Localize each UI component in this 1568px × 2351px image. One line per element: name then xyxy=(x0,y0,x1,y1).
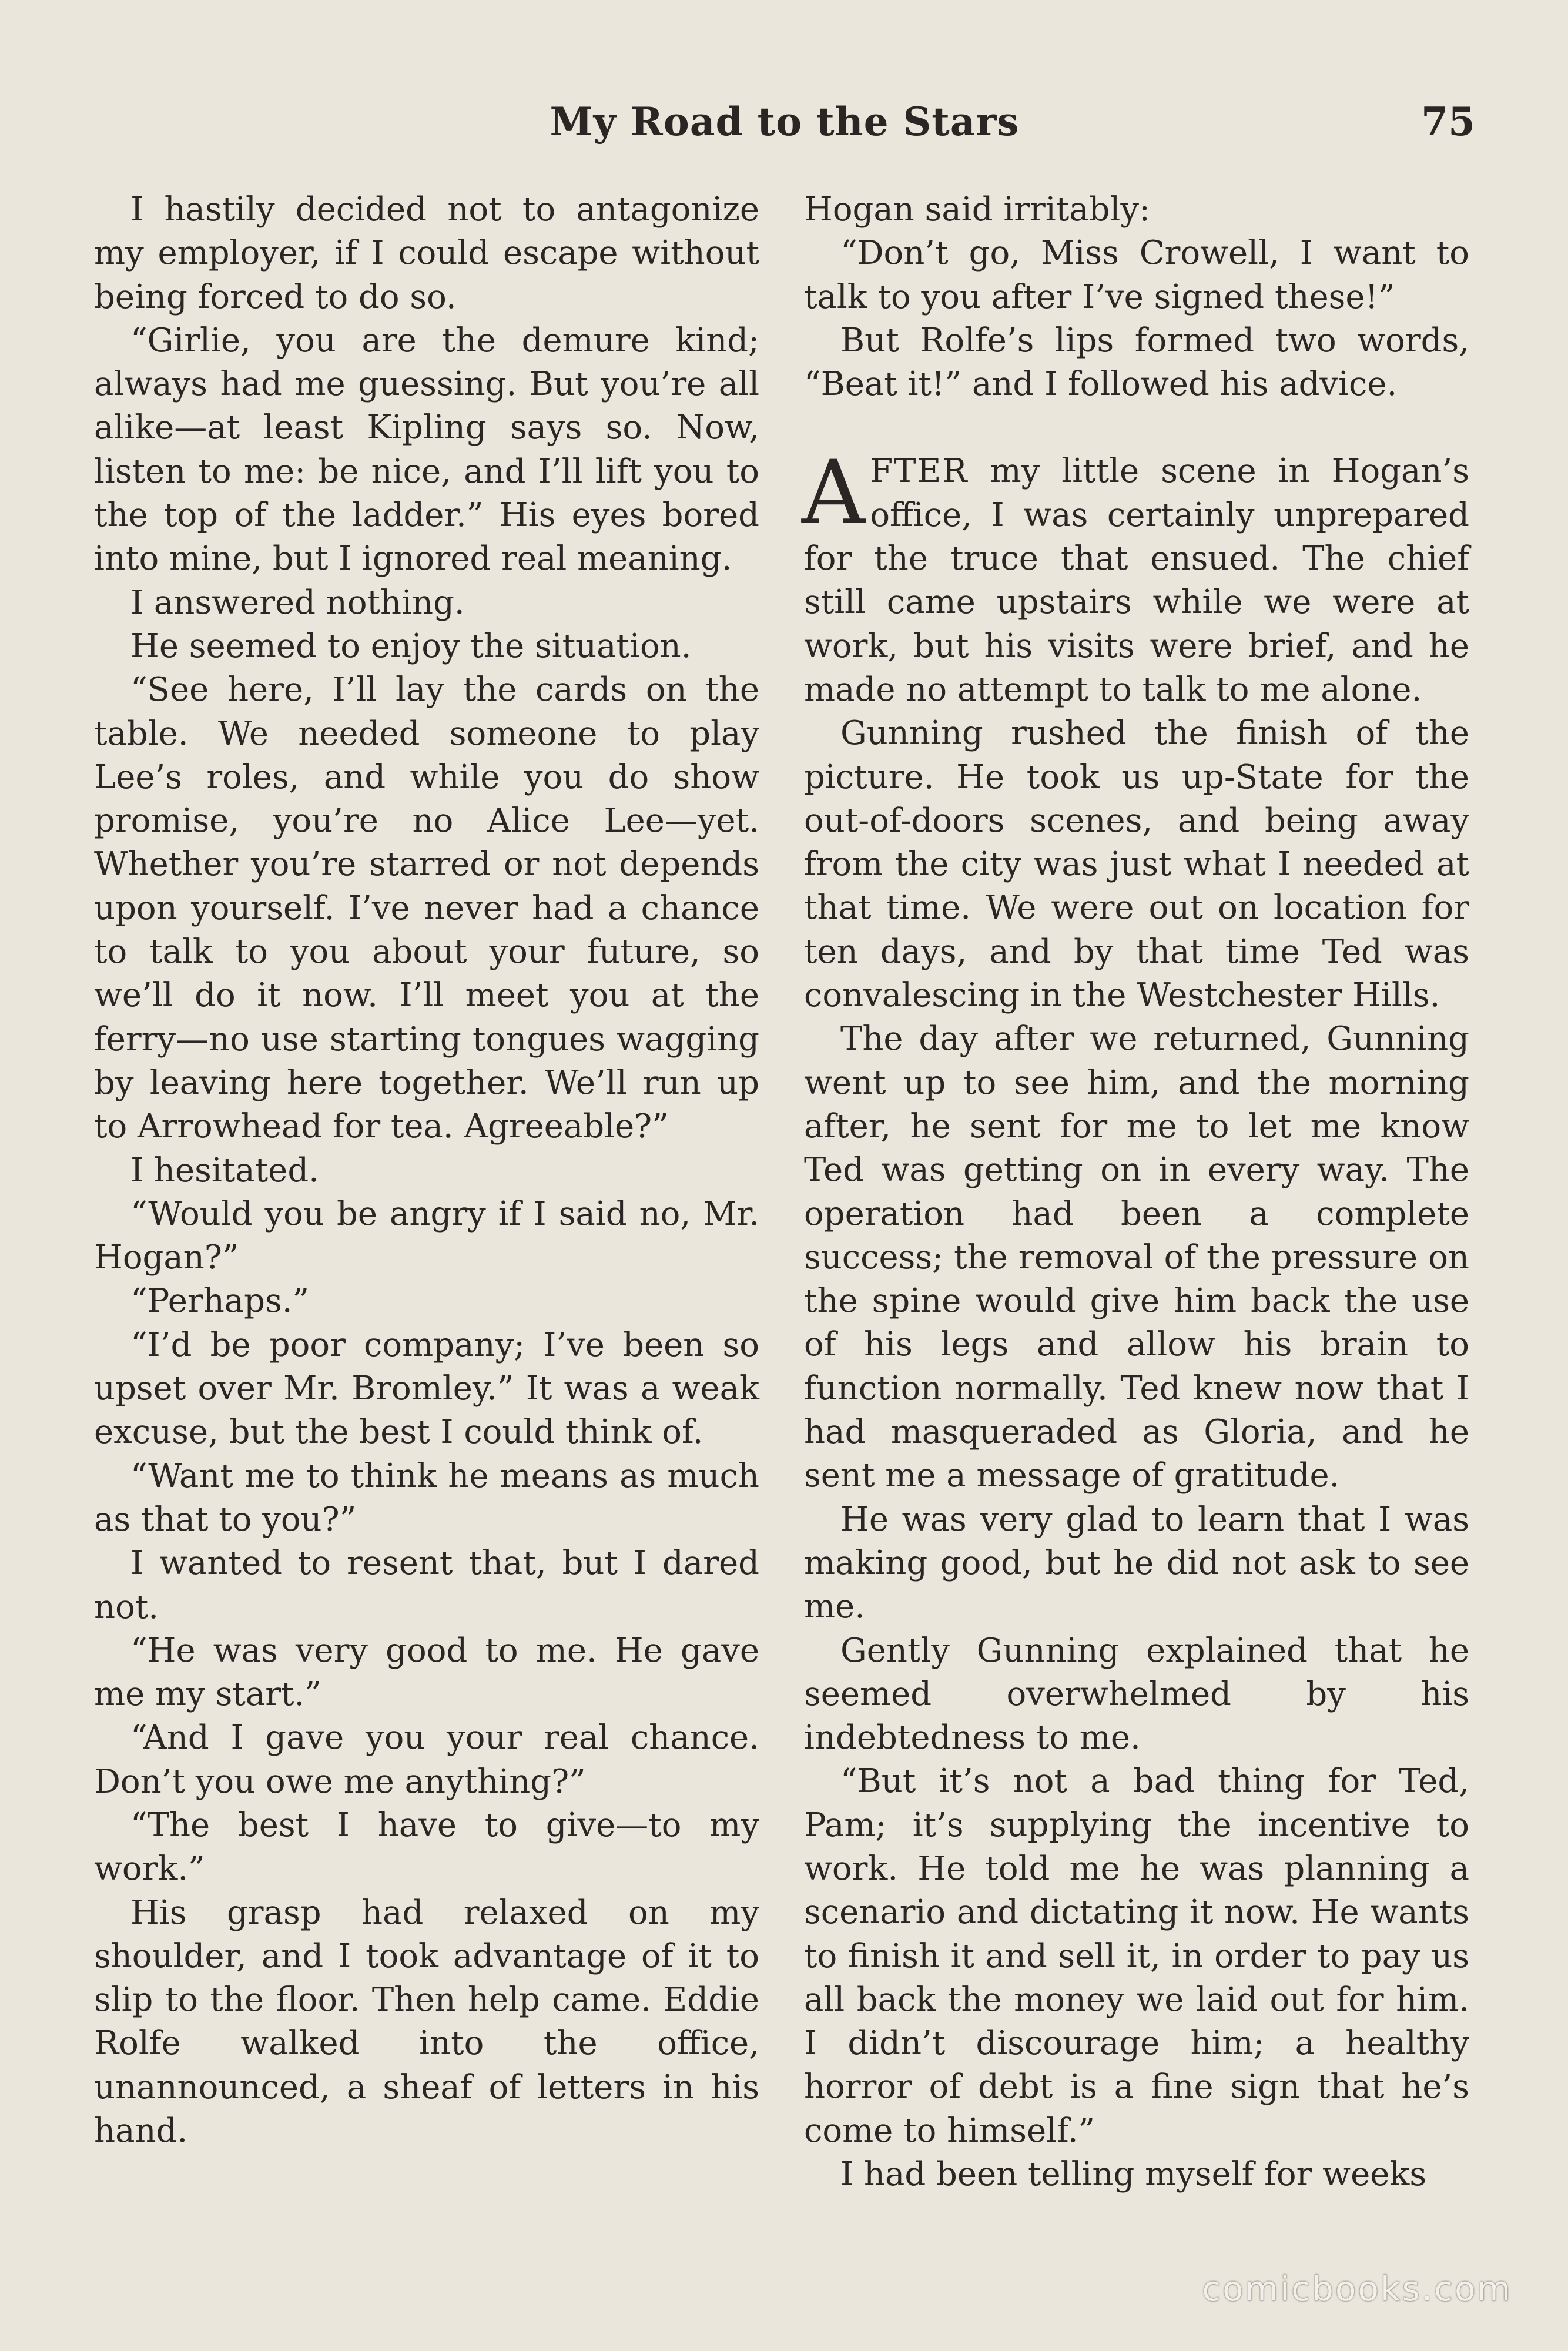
paragraph: But Rolfe’s lips formed two words, “Beat it!” and I followed his advice. xyxy=(804,321,1469,404)
paragraph: The day after we returned, Gunning went up to see him, and the morning after, he sent for me to let me know Ted was getting on in every way. The operation had been a complete success; the removal of the pressure on the spine would give him back the use of his legs and allow his brain to function normally. Ted knew now that I had masqueraded as Gloria, and he sent me a message of gratitude. xyxy=(804,1020,1469,1495)
running-title: My Road to the Stars xyxy=(550,99,1020,145)
paragraph: “I’d be poor company; I’ve been so upset over Mr. Bromley.” It was a weak excuse, but the best I could think of. xyxy=(94,1325,759,1452)
opening-text: my little scene in Hogan’s office, I was certainly unprepared for the truce that ensued. The chief still came upstairs while we were at work, but his visits were brief, and he made no attempt to talk to me alone. xyxy=(804,452,1469,709)
paragraph: “And I gave you your real chance. Don’t you owe me anything?” xyxy=(94,1719,759,1801)
source-watermark: comicbooks.com xyxy=(1202,2269,1512,2309)
paragraph: “See here, I’ll lay the cards on the table. We needed someone to play Lee’s roles, and while you do show promise, you’re no Alice Lee—yet. Whether you’re starred or not depends upon yourself. I’ve never had a chance to talk to you about your future, so we’ll do it now. I’ll meet you at the ferry—no use starting tongues wagging by leaving here together. We’ll run up to Arrowhead for tea. Agreeable?” xyxy=(94,671,759,1146)
paragraph: He was very glad to learn that I was making good, but he did not ask to see me. xyxy=(804,1500,1469,1626)
page-number: 75 xyxy=(1421,99,1475,145)
paragraph: His grasp had relaxed on my shoulder, and I took advantage of it to slip to the floor. Then help came. Eddie Rolfe walked into the office, unannounced, a sheaf of letters in his hand. xyxy=(94,1893,759,2151)
page-header xyxy=(94,99,1475,163)
paragraph: “He was very good to me. He gave me my start.” xyxy=(94,1631,759,1714)
paragraph: “But it’s not a bad thing for Ted, Pam; it’s supplying the incentive to work. He told me he was planning a scenario and dictating it now. He wants to finish it and sell it, in order to pay us all back the money we laid out for him. I didn’t discourage him; a healthy horror of debt is a fine sign that he’s come to himself.” xyxy=(804,1762,1469,2150)
paragraph: I wanted to resent that, but I dared not. xyxy=(94,1544,759,1626)
drop-cap: A xyxy=(802,442,866,545)
paragraph: “Want me to think he means as much as that to you?” xyxy=(94,1456,759,1539)
left-column xyxy=(94,188,759,2153)
paragraph: “The best I have to give—to my work.” xyxy=(94,1806,759,1888)
right-column xyxy=(804,188,1469,2196)
paragraph: Hogan said irritably: xyxy=(804,190,1150,229)
paragraph: I answered nothing. xyxy=(130,583,465,622)
paragraph: I hastily decided not to antagonize my employer, if I could escape without being forced to do so. xyxy=(94,190,759,316)
opening-word: FTER xyxy=(870,452,969,491)
paragraph: I hesitated. xyxy=(130,1151,319,1190)
paragraph: “Girlie, you are the demure kind; always had me guessing. But you’re all alike—at least Kipling says so. Now, listen to me: be nice, and I’ll lift you to the top of the ladder.” His eyes bored into mine, but I ignored real meaning. xyxy=(94,321,759,578)
section-opening-paragraph xyxy=(802,442,1469,712)
paragraph: Gunning rushed the finish of the picture. He took us up-State for the out-of-doors scenes, and being away from the city was just what I needed at that time. We were out on location for ten days, and by that time Ted was convalescing in the Westchester Hills. xyxy=(804,714,1469,1015)
paragraph: He seemed to enjoy the situation. xyxy=(130,627,692,665)
paragraph: “Don’t go, Miss Crowell, I want to talk to you after I’ve signed these!” xyxy=(804,234,1469,316)
paragraph: I had been telling myself for weeks xyxy=(840,2155,1427,2194)
section-break xyxy=(804,406,1469,450)
paragraph: Gently Gunning explained that he seemed overwhelmed by his indebtedness to me. xyxy=(804,1631,1469,1757)
paragraph: “Perhaps.” xyxy=(130,1282,310,1321)
paragraph: “Would you be angry if I said no, Mr. Hogan?” xyxy=(94,1194,759,1277)
